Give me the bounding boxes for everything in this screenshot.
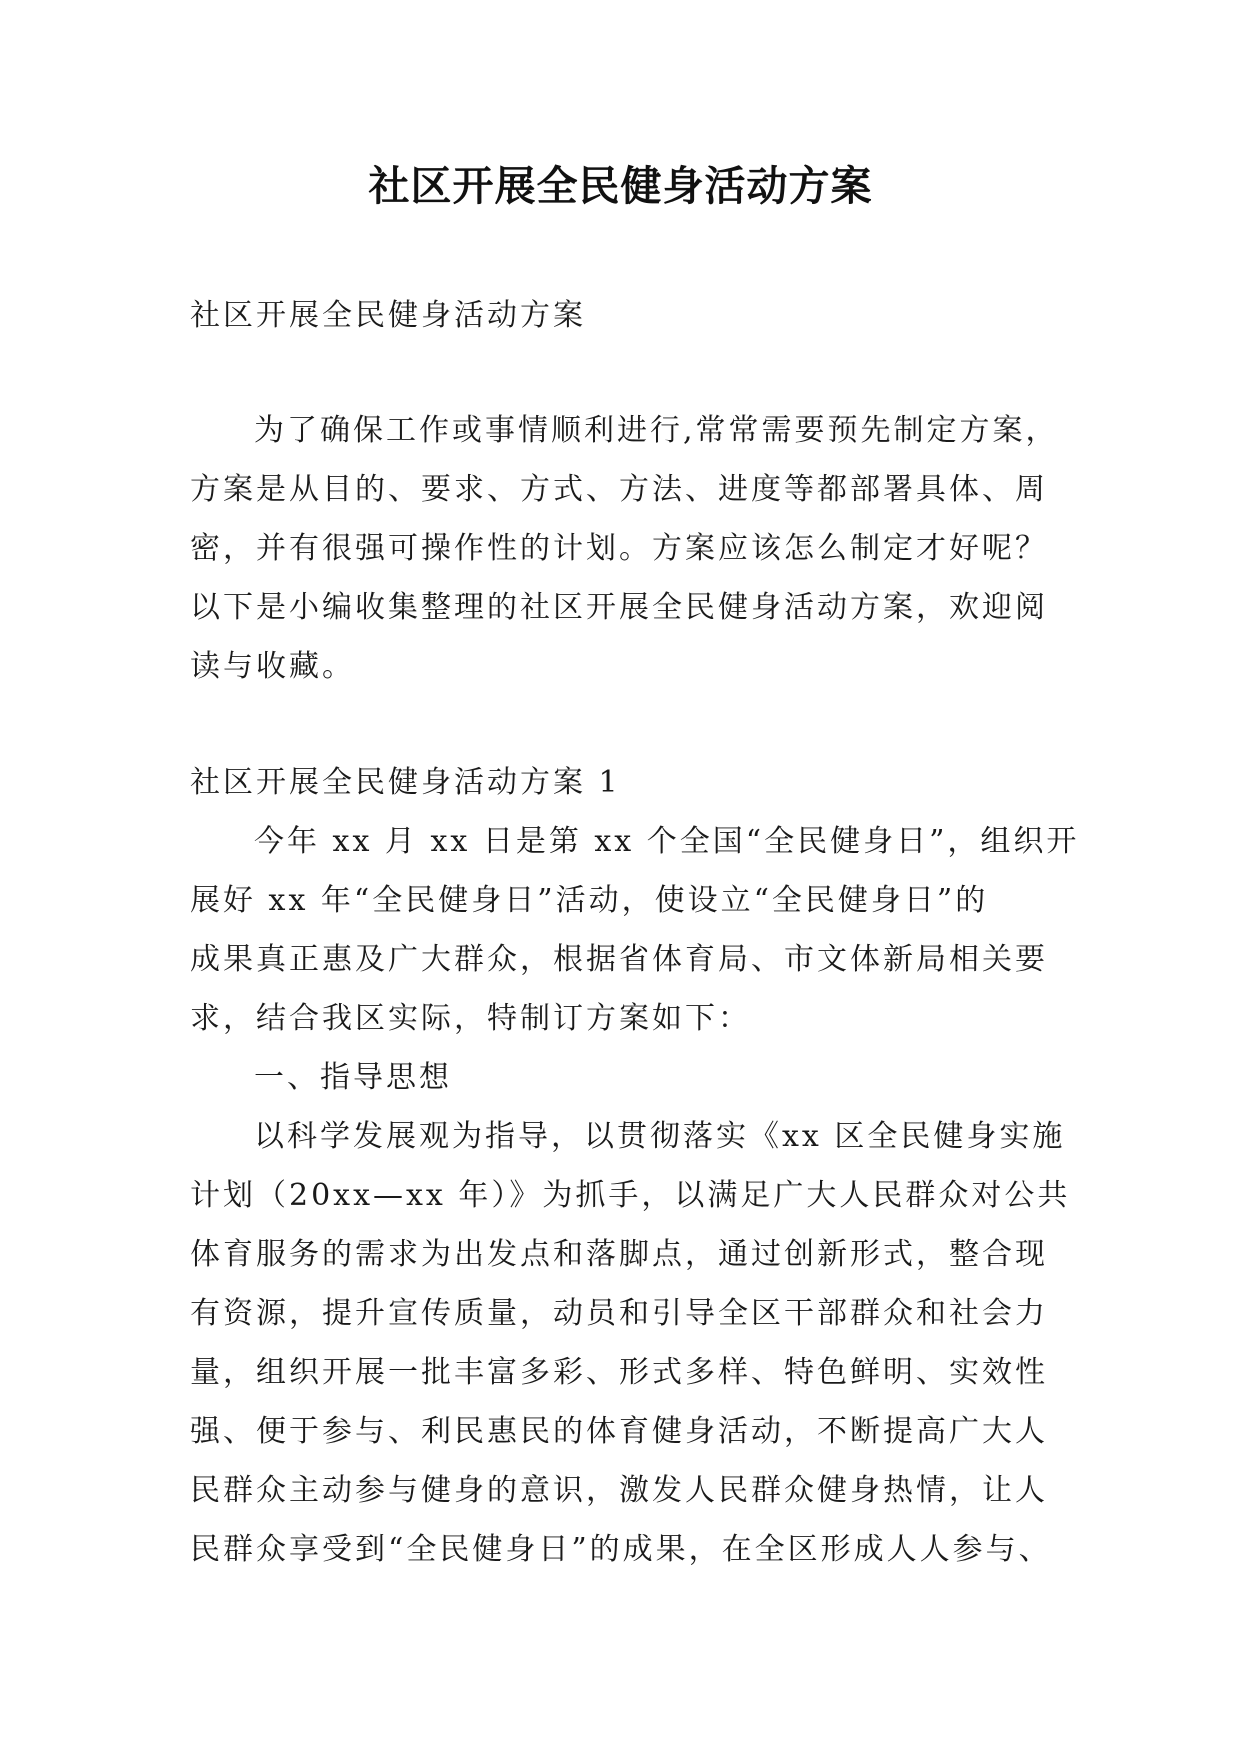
paragraph-line: 强、便于参与、利民惠民的体育健身活动，不断提高广大人 (190, 1414, 1048, 1449)
document-title: 社区开展全民健身活动方案 (368, 162, 873, 210)
intro-line: 密，并有很强可操作性的计划。方案应该怎么制定才好呢？ (190, 531, 1048, 566)
paragraph-line: 求，结合我区实际，特制订方案如下： (190, 1001, 751, 1036)
paragraph-line: 展好 xx 年“全民健身日”活动，使设立“全民健身日”的 (190, 883, 989, 918)
paragraph-line: 量，组织开展一批丰富多彩、形式多样、特色鲜明、实效性 (190, 1355, 1048, 1390)
paragraph-line: 以科学发展观为指导，以贯彻落实《xx 区全民健身实施 (254, 1119, 1066, 1154)
intro-line: 为了确保工作或事情顺利进行,常常需要预先制定方案， (254, 413, 1059, 448)
intro-line: 读与收藏。 (190, 649, 355, 684)
paragraph-line: 有资源，提升宣传质量，动员和引导全区干部群众和社会力 (190, 1296, 1048, 1331)
section-heading: 社区开展全民健身活动方案 1 (190, 765, 621, 800)
intro-line: 以下是小编收集整理的社区开展全民健身活动方案，欢迎阅 (190, 590, 1048, 625)
paragraph-line: 计划（20xx—xx 年）》为抓手，以满足广大人民群众对公共 (190, 1178, 1071, 1213)
document-subtitle: 社区开展全民健身活动方案 (190, 298, 586, 333)
intro-line: 方案是从目的、要求、方式、方法、进度等都部署具体、周 (190, 472, 1048, 507)
subheading: 一、指导思想 (254, 1060, 452, 1095)
paragraph-line: 民群众享受到“全民健身日”的成果，在全区形成人人参与、 (190, 1532, 1052, 1567)
paragraph-line: 今年 xx 月 xx 日是第 xx 个全国“全民健身日”，组织开 (254, 824, 1080, 859)
paragraph-line: 民群众主动参与健身的意识，激发人民群众健身热情，让人 (190, 1473, 1048, 1508)
paragraph-line: 体育服务的需求为出发点和落脚点，通过创新形式，整合现 (190, 1237, 1048, 1272)
paragraph-line: 成果真正惠及广大群众，根据省体育局、市文体新局相关要 (190, 942, 1048, 977)
